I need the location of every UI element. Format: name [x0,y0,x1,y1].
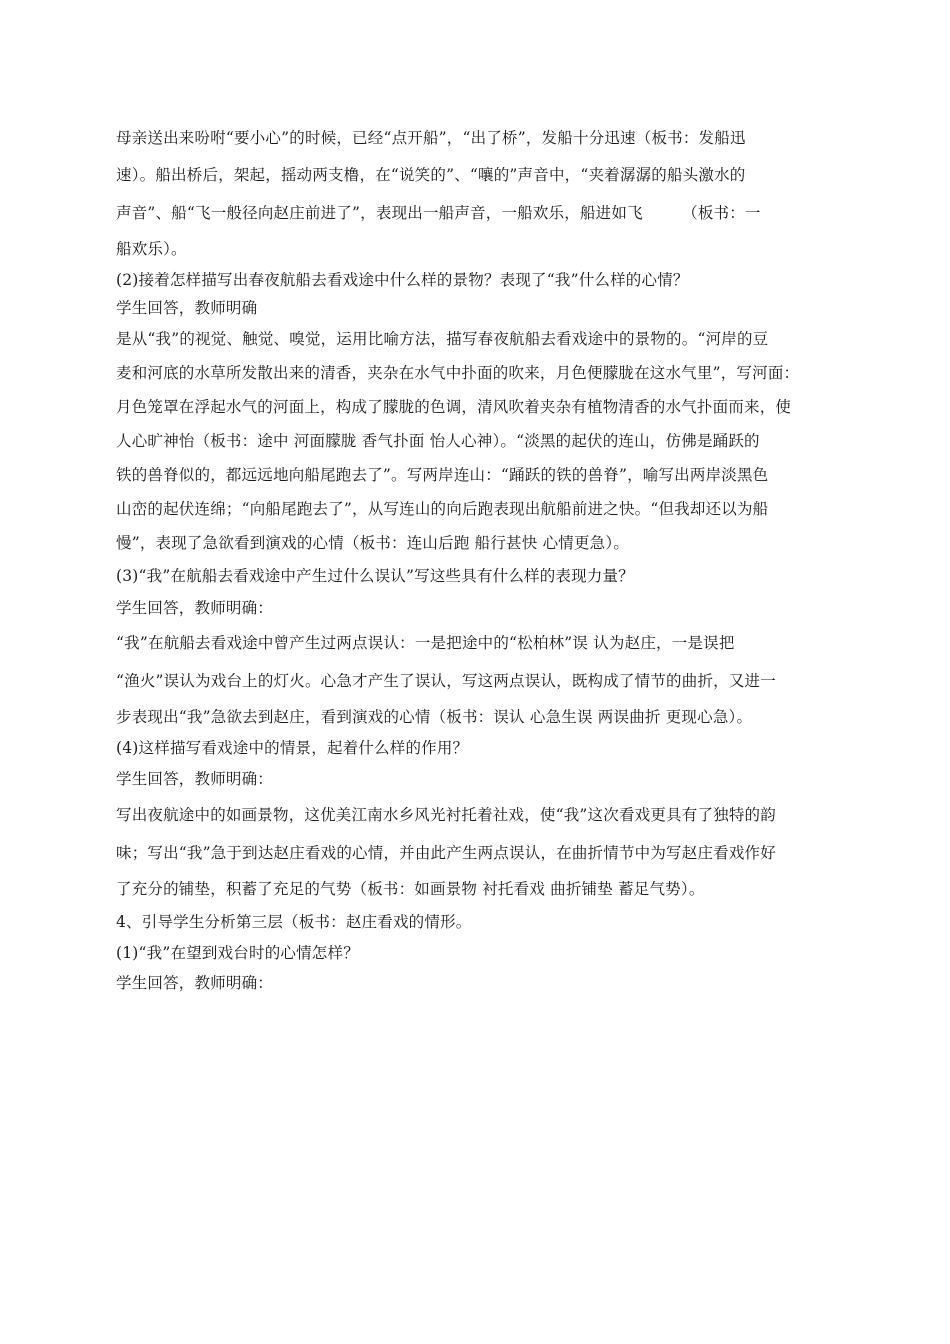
text-line: 月色笼罩在浮起水气的河面上，构成了朦胧的色调，清风吹着夹杂有植物清香的水气扑面而来，使 [116,398,792,416]
text-line: 学生回答，教师明确： [116,599,274,617]
text-line: 铁的兽脊似的，都远远地向船尾跑去了”。写两岸连山：“踊跃的铁的兽脊”，喻写出两岸淡黑色 [116,466,769,484]
text-line: (1)“我”在望到戏台时的心情怎样？ [116,944,359,962]
text-line: 了充分的铺垫，积蓄了充足的气势（板书：如画景物 衬托看戏 曲折铺垫 蓄足气势）。 [116,880,705,898]
text-line: 4、引导学生分析第三层（板书：赵庄看戏的情形。 [116,913,472,931]
document-body [116,120,844,998]
text-line: 步表现出“我”急欲去到赵庄，看到演戏的心情（板书：误认 心急生误 两误曲折 更现心急）。 [116,708,753,726]
text-line: 速）。船出桥后，架起，摇动两支橹，在“说笑的”、“嚷的”声音中，“夹着潺潺的船头激水的 [116,166,746,184]
text-line: 学生回答，教师明确： [116,770,274,788]
text-line: 慢”，表现了急欲看到演戏的心情（板书：连山后跑 船行甚快 心情更急）。 [116,534,630,552]
text-line: (4)这样描写看戏途中的情景，起着什么样的作用？ [116,739,469,757]
text-line: 学生回答，教师明确 [116,299,258,317]
text-line: 写出夜航途中的如画景物，这优美江南水乡风光衬托着社戏，使“我”这次看戏更具有了独特的韵 [116,806,776,824]
text-line: 山峦的起伏连绵；“向船尾跑去了”，从写连山的向后跑表现出航船前进之快。“但我却还以为船 [116,500,769,518]
text-line: “我”在航船去看戏途中曾产生过两点误认：一是把途中的“松柏林”误 认为赵庄，一是误把 [116,634,735,652]
text-line: 麦和河底的水草所发散出来的清香，夹杂在水气中扑面的吹来，月色便朦胧在这水气里”，写河面： [116,364,800,382]
text-line: 学生回答，教师明确： [116,974,274,992]
text-line: (3)“我”在航船去看戏途中产生过什么误认”写这些具有什么样的表现力量？ [116,567,634,585]
text-line: 人心旷神怡（板书：途中 河面朦胧 香气扑面 怡人心神）。“淡黑的起伏的连山，仿佛是踊跃的 [116,432,760,450]
text-line: “渔火”误认为戏台上的灯火。心急才产生了误认，写这两点误认，既构成了情节的曲折，又进一 [116,672,776,690]
text-line: 声音”、船“飞一般径向赵庄前进了”，表现出一船声音，一船欢乐，船进如飞 （板书：一 [116,204,761,222]
text-line: (2)接着怎样描写出春夜航船去看戏途中什么样的景物？表现了“我”什么样的心情？ [116,271,689,289]
text-line: 是从“我”的视觉、触觉、嗅觉，运用比喻方法，描写春夜航船去看戏途中的景物的。“河岸的豆 [116,330,769,348]
text-line: 母亲送出来吩咐“要小心”的时候，已经“点开船”，“出了桥”，发船十分迅速（板书：发船迅 [116,129,746,147]
text-line: 船欢乐）。 [116,240,187,258]
text-line: 味；写出“我”急于到达赵庄看戏的心情，并由此产生两点误认，在曲折情节中为写赵庄看戏作好 [116,844,776,862]
